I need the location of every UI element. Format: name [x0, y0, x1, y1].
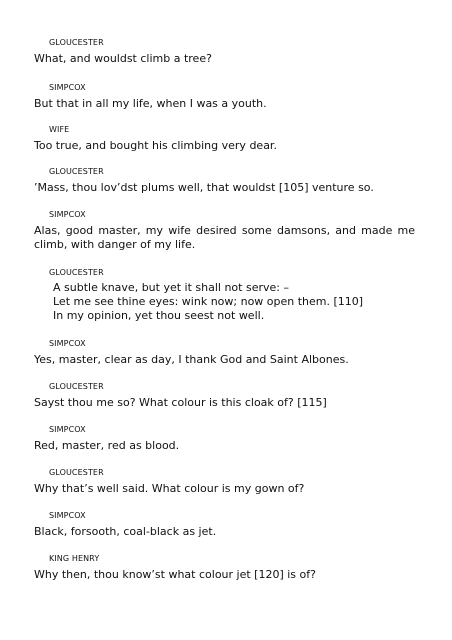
speaker-name: SIMPCOX: [49, 83, 86, 92]
speaker-name: SIMPCOX: [49, 511, 86, 520]
dialogue-line: Red, master, red as blood.: [34, 439, 180, 452]
speaker-name: KING HENRY: [49, 554, 100, 563]
speaker-name: GLOUCESTER: [49, 167, 104, 176]
dialogue-line: Alas, good master, my wife desired some damsons, and made me climb, with danger of my life.: [34, 224, 415, 251]
verse-line: A subtle knave, but yet it shall not serve: –: [53, 281, 289, 294]
verse-line: Let me see thine eyes: wink now; now open them. [110]: [53, 295, 364, 308]
speaker-name: SIMPCOX: [49, 339, 86, 348]
dialogue-line: But that in all my life, when I was a youth.: [34, 97, 267, 110]
speaker-name: GLOUCESTER: [49, 268, 104, 277]
verse-line: In my opinion, yet thou seest not well.: [53, 309, 265, 322]
dialogue-line: Why then, thou know’st what colour jet [120] is of?: [34, 568, 316, 581]
dialogue-line: Yes, master, clear as day, I thank God and Saint Albones.: [34, 353, 349, 366]
dialogue-line: Sayst thou me so? What colour is this cloak of? [115]: [34, 396, 327, 409]
speaker-name: SIMPCOX: [49, 210, 86, 219]
speaker-name: GLOUCESTER: [49, 382, 104, 391]
dialogue-line: Why that’s well said. What colour is my gown of?: [34, 482, 305, 495]
speaker-name: GLOUCESTER: [49, 468, 104, 477]
speaker-name: SIMPCOX: [49, 425, 86, 434]
dialogue-line: ’Mass, thou lov’dst plums well, that wouldst [105] venture so.: [34, 181, 374, 194]
dialogue-line: Too true, and bought his climbing very dear.: [34, 139, 277, 152]
speaker-name: GLOUCESTER: [49, 38, 104, 47]
dialogue-line: What, and wouldst climb a tree?: [34, 52, 212, 65]
speaker-name: WIFE: [49, 125, 70, 134]
dialogue-line: Black, forsooth, coal-black as jet.: [34, 525, 217, 538]
